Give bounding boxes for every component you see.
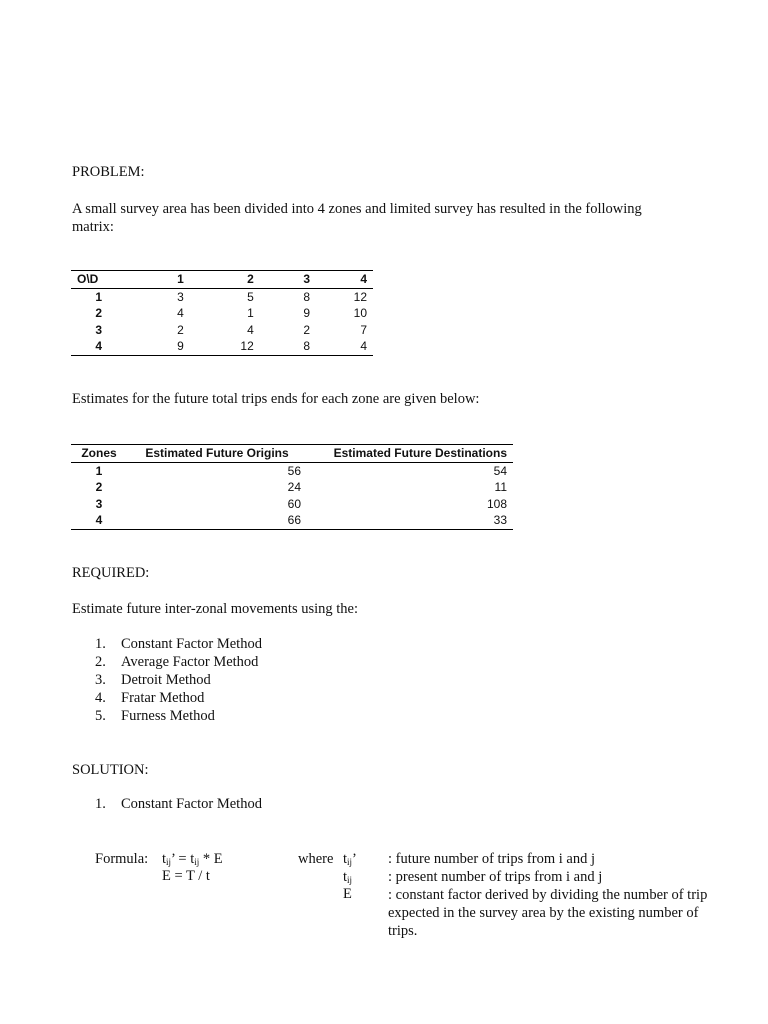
zone-cell: 3 <box>95 496 103 511</box>
od-matrix-row <box>71 305 373 322</box>
od-col-header: 2 <box>196 271 262 289</box>
zone-cell: 4 <box>71 512 127 529</box>
list-item <box>95 635 262 653</box>
problem-heading: PROBLEM: <box>72 164 145 180</box>
od-cell: 2 <box>177 322 184 337</box>
list-item <box>95 689 262 707</box>
var-e: E <box>343 886 352 902</box>
definition-present-trips: : present number of trips from i and j <box>388 869 603 885</box>
formula-line-1: $t_{ij}$’ = $t_{ij}$ * E <box>162 851 223 867</box>
od-cell: 8 <box>303 289 310 304</box>
future-estimates-table <box>71 444 513 530</box>
list-item-label: Fratar Method <box>121 690 205 706</box>
od-cell: 8 <box>262 338 320 355</box>
origins-cell: 24 <box>287 480 301 494</box>
od-row-zone: 1 <box>95 289 103 304</box>
formula-label: Formula: <box>95 851 149 867</box>
problem-intro: A small survey area has been divided into 4 zones and limited survey has resulted in the following matrix: <box>72 201 642 235</box>
solution-item-number: 1. <box>95 796 106 812</box>
zone-cell: 2 <box>95 480 103 494</box>
od-cell: 5 <box>247 289 254 304</box>
list-item-number: 3. <box>95 672 106 688</box>
future-table-row <box>71 496 513 513</box>
methods-list <box>95 635 262 725</box>
od-row-zone: 4 <box>71 338 126 355</box>
od-cell: 12 <box>196 338 262 355</box>
list-item <box>95 671 262 689</box>
od-matrix-table <box>71 270 373 356</box>
od-cell: 9 <box>303 306 310 320</box>
origins-cell: 66 <box>127 512 307 529</box>
destinations-cell: 54 <box>493 463 507 478</box>
od-matrix-row <box>71 288 373 305</box>
future-table-row <box>71 479 513 496</box>
od-matrix-row <box>71 338 373 355</box>
definition-constant-factor: : constant factor derived by dividing the number of trip expected in the survey area by the existing number of trips. <box>388 887 708 939</box>
destinations-cell: 108 <box>486 496 507 511</box>
list-item-number: 2. <box>95 654 106 670</box>
var-tij-future: $t_{ij}$’ <box>343 851 357 867</box>
destinations-cell: 33 <box>307 512 513 529</box>
od-col-header: 3 <box>262 271 320 289</box>
od-matrix-header-row <box>71 271 373 289</box>
list-item-label: Average Factor Method <box>121 654 259 670</box>
zones-header: Zones <box>71 445 127 463</box>
list-item <box>95 707 262 725</box>
future-table-row <box>71 462 513 479</box>
zone-cell: 1 <box>95 463 103 478</box>
definition-future-trips: : future number of trips from i and j <box>388 851 595 867</box>
list-item-label: Constant Factor Method <box>121 636 262 652</box>
future-origins-header: Estimated Future Origins <box>127 445 307 463</box>
od-cell: 3 <box>177 289 184 304</box>
list-item-label: Furness Method <box>121 708 215 724</box>
od-corner-header: O\D <box>71 271 126 289</box>
od-cell: 10 <box>353 306 367 320</box>
od-cell: 12 <box>353 289 367 304</box>
solution-heading: SOLUTION: <box>72 762 149 778</box>
od-cell: 7 <box>360 322 367 337</box>
list-item-number: 5. <box>95 708 106 724</box>
solution-item <box>95 796 262 813</box>
list-item-number: 1. <box>95 636 106 652</box>
od-col-header: 1 <box>126 271 195 289</box>
origins-cell: 56 <box>287 463 301 478</box>
required-text: Estimate future inter-zonal movements using the: <box>72 601 359 617</box>
od-row-zone: 3 <box>95 322 103 337</box>
var-tij-present: $t_{ij}$ <box>343 869 353 885</box>
estimates-text: Estimates for the future total trips ends for each zone are given below: <box>72 391 480 407</box>
solution-item-label: Constant Factor Method <box>121 796 262 812</box>
od-matrix-row <box>71 322 373 339</box>
od-cell: 4 <box>320 338 373 355</box>
od-cell: 2 <box>303 322 310 337</box>
list-item-number: 4. <box>95 690 106 706</box>
od-col-header: 4 <box>320 271 373 289</box>
required-heading: REQUIRED: <box>72 565 150 581</box>
od-cell: 9 <box>126 338 195 355</box>
list-item-label: Detroit Method <box>121 672 211 688</box>
where-label: where <box>298 851 334 867</box>
list-item <box>95 653 262 671</box>
od-cell: 4 <box>247 322 254 337</box>
od-cell: 1 <box>247 306 254 320</box>
origins-cell: 60 <box>287 496 301 511</box>
future-table-header-row <box>71 445 513 463</box>
future-table-row <box>71 512 513 529</box>
od-cell: 4 <box>177 306 184 320</box>
destinations-cell: 11 <box>494 480 507 494</box>
formula-line-2: E = T / t <box>162 868 210 884</box>
od-row-zone: 2 <box>95 306 103 320</box>
future-destinations-header: Estimated Future Destinations <box>307 445 513 463</box>
